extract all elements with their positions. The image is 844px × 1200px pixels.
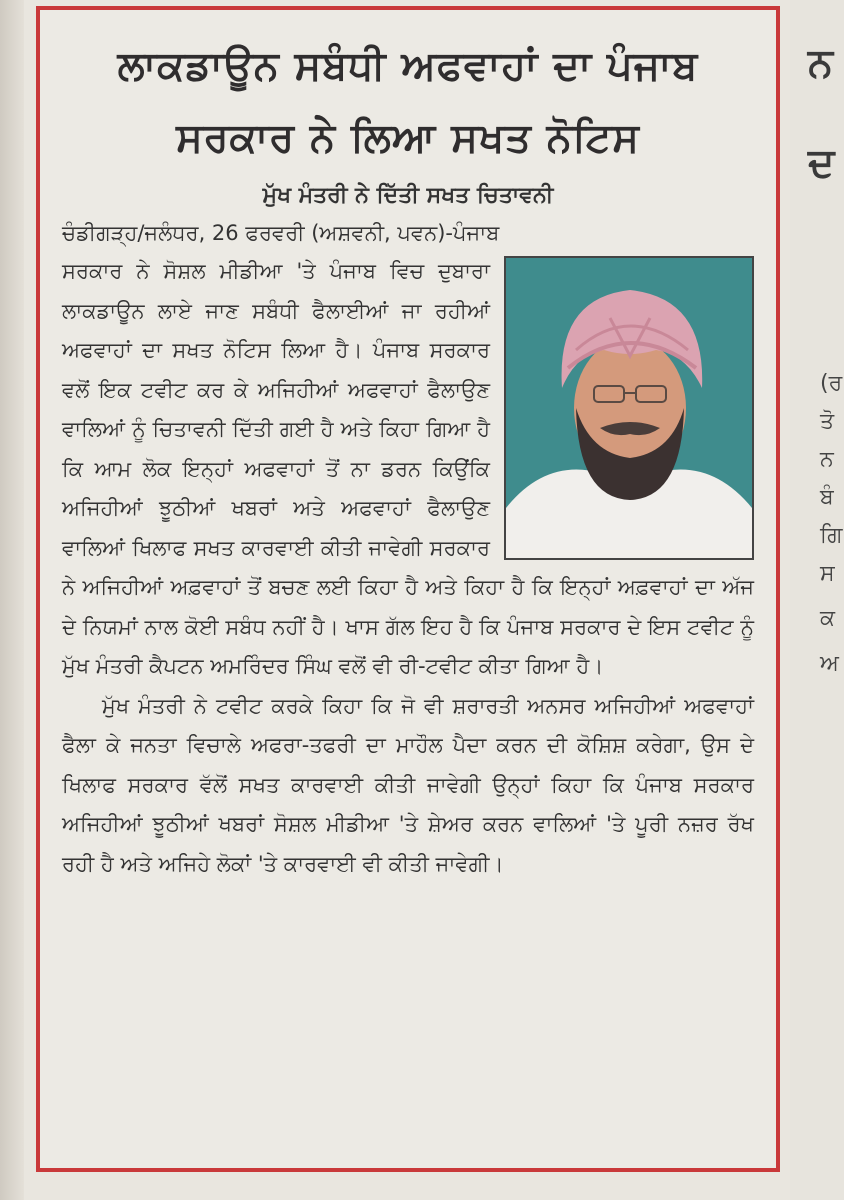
adjacent-glyph: (ਰ — [820, 371, 843, 396]
adjacent-glyph: ਨ — [820, 447, 834, 472]
headline-line-1: ਲਾਕਡਾਊਨ ਸਬੰਧੀ ਅਫਵਾਹਾਂ ਦਾ ਪੰਜਾਬ — [117, 43, 699, 89]
headline-line-2: ਸਰਕਾਰ ਨੇ ਲਿਆ ਸਖਤ ਨੋਟਿਸ — [176, 115, 640, 161]
adjacent-glyph: ਬੰ — [820, 485, 834, 510]
headline — [62, 30, 754, 174]
adjacent-glyph: ਦ — [808, 140, 835, 186]
portrait-illustration — [506, 258, 752, 558]
news-article — [36, 6, 780, 1172]
adjacent-glyph: ਕ — [820, 606, 836, 631]
adjacent-column-fragment — [790, 0, 844, 1200]
adjacent-glyph: ਸ — [820, 561, 835, 586]
adjacent-glyph: ਤੋ — [820, 409, 835, 434]
page-edge — [0, 0, 24, 1200]
adjacent-glyph: ਅ — [820, 651, 839, 676]
adjacent-glyph: ਨ — [808, 40, 833, 86]
article-paragraph-2: ਮੁੱਖ ਮੰਤਰੀ ਨੇ ਟਵੀਟ ਕਰਕੇ ਕਿਹਾ ਕਿ ਜੋ ਵੀ ਸ਼ਰਾਰਤੀ ਅਨਸਰ ਅਜਿਹੀਆਂ ਅਫਵਾਹਾਂ ਫੈਲਾ ਕੇ ਜਨਤਾ ਵਿਚਾਲੇ ਅਫਰਾ-ਤਫਰੀ ਦਾ ਮਾਹੌਲ ਪੈਦਾ ਕਰਨ ਦੀ ਕੋਸ਼ਿਸ਼ ਕਰੇਗਾ, ਉਸ ਦੇ ਖਿਲਾਫ ਸਰਕਾਰ ਵੱਲੋਂ ਸਖਤ ਕਾਰਵਾਈ ਕੀਤੀ ਜਾਵੇਗੀ ਉਨ੍ਹਾਂ ਕਿਹਾ ਕਿ ਪੰਜਾਬ ਸਰਕਾਰ ਅਜਿਹੀਆਂ ਝੂਠੀਆਂ ਖਬਰਾਂ ਸੋਸ਼ਲ ਮੀਡੀਆ 'ਤੇ ਸ਼ੇਅਰ ਕਰਨ ਵਾਲਿਆਂ 'ਤੇ ਪੂਰੀ ਨਜ਼ਰ ਰੱਖ ਰਹੀ ਹੈ ਅਤੇ ਅਜਿਹੇ ਲੋਕਾਂ 'ਤੇ ਕਾਰਵਾਈ ਵੀ ਕੀਤੀ ਜਾਵੇਗੀ। — [62, 693, 754, 876]
dateline: ਚੰਡੀਗੜ੍ਹ/ਜਲੰਧਰ, 26 ਫਰਵਰੀ (ਅਸ਼ਵਨੀ, ਪਵਨ)-ਪੰਜਾਬ — [62, 221, 500, 245]
article-paragraph-1: ਸਰਕਾਰ ਨੇ ਸੋਸ਼ਲ ਮੀਡੀਆ 'ਤੇ ਪੰਜਾਬ ਵਿਚ ਦੁਬਾਰਾ ਲਾਕਡਾਊਨ ਲਾਏ ਜਾਣ ਸਬੰਧੀ ਫੈਲਾਈਆਂ ਜਾ ਰਹੀਆਂ ਅਫਵਾਹਾਂ ਦਾ ਸਖਤ ਨੋਟਿਸ ਲਿਆ ਹੈ। ਪੰਜਾਬ ਸਰਕਾਰ ਵਲੋਂ ਇਕ ਟਵੀਟ ਕਰ ਕੇ ਅਜਿਹੀਆਂ ਅਫਵਾਹਾਂ ਫੈਲਾਉਣ ਵਾਲਿਆਂ ਨੂੰ ਚਿਤਾਵਨੀ ਦਿੱਤੀ ਗਈ ਹੈ ਅਤੇ ਕਿਹਾ ਗਿਆ ਹੈ ਕਿ ਆਮ ਲੋਕ ਇਨ੍ਹਾਂ ਅਫਵਾਹਾਂ ਤੋਂ ਨਾ ਡਰਨ ਕਿਉਂਕਿ ਅਜਿਹੀਆਂ ਝੂਠੀਆਂ ਖਬਰਾਂ ਅਤੇ ਅਫਵਾਹਾਂ ਫੈਲਾਉਣ ਵਾਲਿਆਂ ਖਿਲਾਫ ਸਖਤ ਕਾਰਵਾਈ ਕੀਤੀ ਜਾਵੇਗੀ ਸਰਕਾਰ ਨੇ ਅਜਿਹੀਆਂ ਅਫ਼ਵਾਹਾਂ ਤੋਂ ਬਚਣ ਲਈ ਕਿਹਾ ਹੈ ਅਤੇ ਕਿਹਾ ਹੈ ਕਿ ਇਨ੍ਹਾਂ ਅਫ਼ਵਾਹਾਂ ਦਾ ਅੱਜ ਦੇ ਨਿਯਮਾਂ ਨਾਲ ਕੋਈ ਸਬੰਧ ਨਹੀਂ ਹੈ। ਖਾਸ ਗੱਲ ਇਹ ਹੈ ਕਿ ਪੰਜਾਬ ਸਰਕਾਰ ਦੇ ਇਸ ਟਵੀਟ ਨੂੰ ਮੁੱਖ ਮੰਤਰੀ ਕੈਪਟਨ ਅਮਰਿੰਦਰ ਸਿੰਘ ਵਲੋਂ ਵੀ ਰੀ-ਟਵੀਟ ਕੀਤਾ ਗਿਆ ਹੈ। — [62, 259, 754, 678]
adjacent-glyph: ਗਿ — [820, 523, 843, 548]
portrait-photo — [504, 256, 754, 560]
subheadline: ਮੁੱਖ ਮੰਤਰੀ ਨੇ ਦਿੱਤੀ ਸਖਤ ਚਿਤਾਵਨੀ — [262, 183, 554, 208]
